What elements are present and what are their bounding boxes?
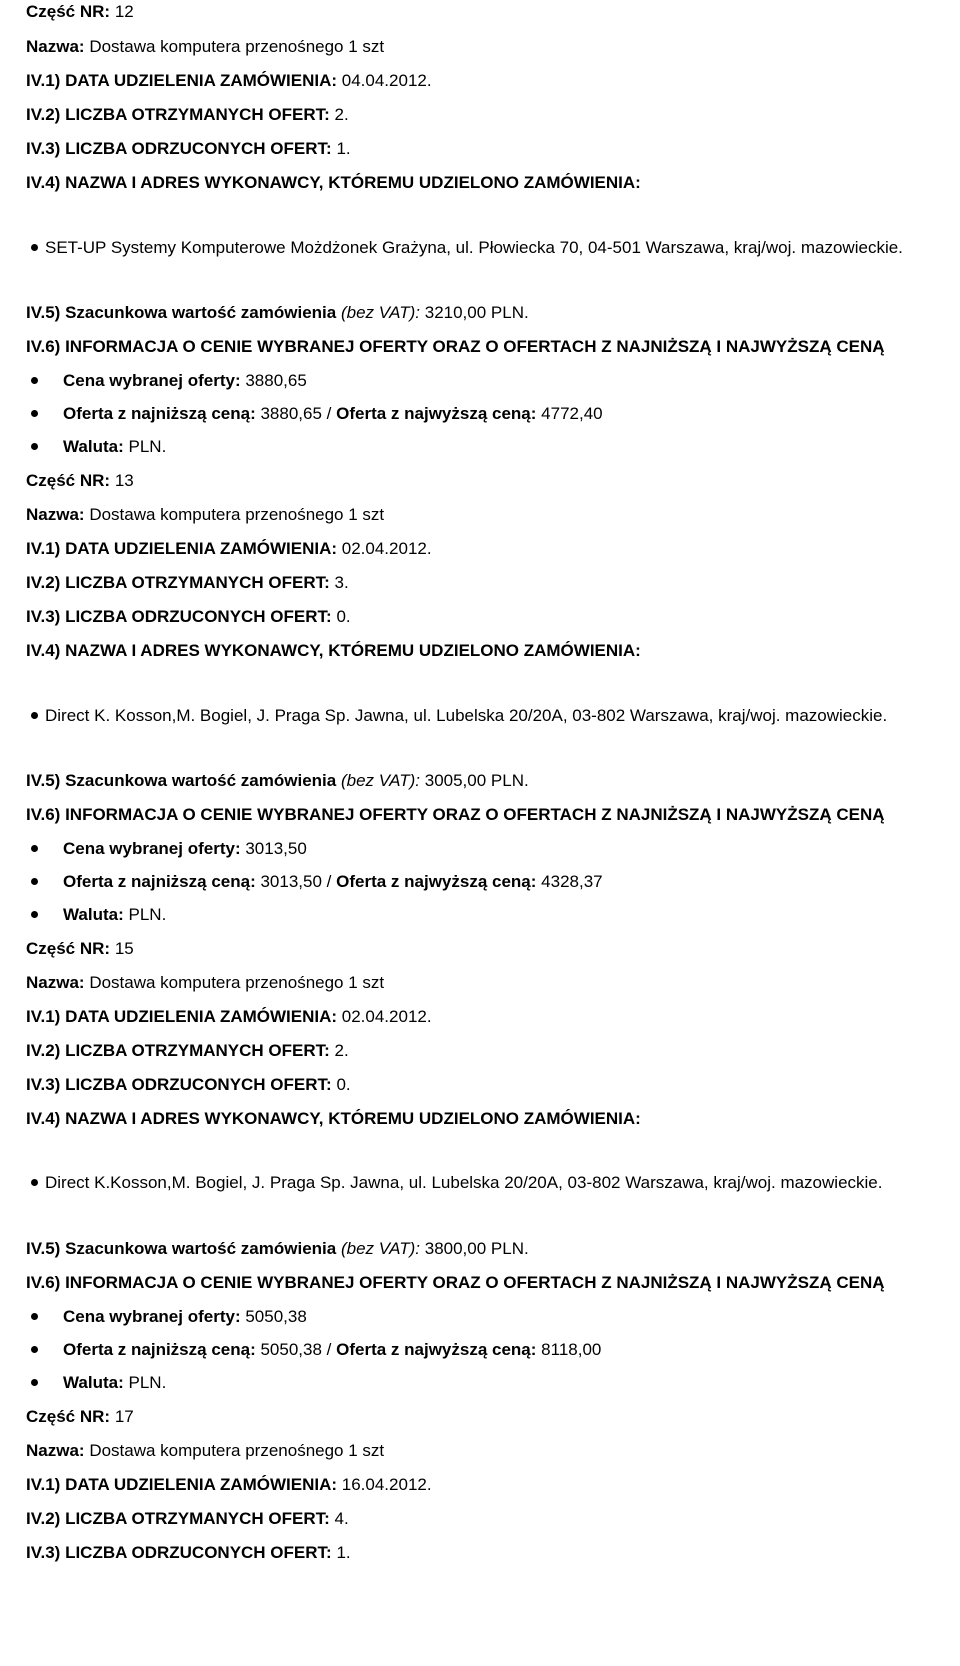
bullet-icon (31, 410, 38, 417)
contractor-text: Direct K.Kosson,M. Bogiel, J. Praga Sp. Jawna, ul. Lubelska 20/20A, 03-802 Warszawa, kraj/woj. mazowieckie. (45, 1173, 883, 1192)
currency-line: Waluta: PLN. (63, 437, 167, 456)
currency-line: Waluta: PLN. (63, 1373, 167, 1392)
bullet-icon (31, 443, 38, 450)
price-info-heading: IV.6) INFORMACJA O CENIE WYBRANEJ OFERTY ORAZ O OFERTACH Z NAJNIŻSZĄ I NAJWYŻSZĄ CENĄ (26, 805, 885, 824)
contractor-text: SET-UP Systemy Komputerowe Możdżonek Grażyna, ul. Płowiecka 70, 04-501 Warszawa, kraj/woj. mazowieckie. (45, 238, 903, 257)
estimated-value-line: IV.5) Szacunkowa wartość zamówienia (bez VAT): 3800,00 PLN. (26, 1239, 529, 1258)
offers-received-line: IV.2) LICZBA OTRZYMANYCH OFERT: 3. (26, 573, 349, 592)
bullet-icon (31, 244, 38, 251)
contractor-heading: IV.4) NAZWA I ADRES WYKONAWCY, KTÓREMU UDZIELONO ZAMÓWIENIA: (26, 641, 641, 660)
award-date-line: IV.1) DATA UDZIELENIA ZAMÓWIENIA: 02.04.2012. (26, 539, 432, 558)
estimated-value-line: IV.5) Szacunkowa wartość zamówienia (bez VAT): 3210,00 PLN. (26, 303, 529, 322)
contractor-text: Direct K. Kosson,M. Bogiel, J. Praga Sp. Jawna, ul. Lubelska 20/20A, 03-802 Warszawa, kraj/woj. mazowieckie. (45, 706, 888, 725)
price-info-heading: IV.6) INFORMACJA O CENIE WYBRANEJ OFERTY ORAZ O OFERTACH Z NAJNIŻSZĄ I NAJWYŻSZĄ CENĄ (26, 337, 885, 356)
selected-price-line: Cena wybranej oferty: 5050,38 (63, 1307, 307, 1326)
offers-received-line: IV.2) LICZBA OTRZYMANYCH OFERT: 4. (26, 1509, 349, 1528)
part-name-line: Nazwa: Dostawa komputera przenośnego 1 szt (26, 973, 385, 992)
award-date-line: IV.1) DATA UDZIELENIA ZAMÓWIENIA: 04.04.2012. (26, 71, 432, 90)
bullet-icon (31, 712, 38, 719)
offers-rejected-line: IV.3) LICZBA ODRZUCONYCH OFERT: 1. (26, 139, 351, 158)
selected-price-line: Cena wybranej oferty: 3013,50 (63, 839, 307, 858)
bullet-icon (31, 1313, 38, 1320)
offers-rejected-line: IV.3) LICZBA ODRZUCONYCH OFERT: 1. (26, 1543, 351, 1562)
part-number-line: Część NR: 15 (26, 939, 134, 958)
offers-received-line: IV.2) LICZBA OTRZYMANYCH OFERT: 2. (26, 105, 349, 124)
estimated-value-line: IV.5) Szacunkowa wartość zamówienia (bez VAT): 3005,00 PLN. (26, 771, 529, 790)
bullet-icon (31, 878, 38, 885)
part-number-line: Część NR: 13 (26, 471, 134, 490)
offers-rejected-line: IV.3) LICZBA ODRZUCONYCH OFERT: 0. (26, 1075, 351, 1094)
award-date-line: IV.1) DATA UDZIELENIA ZAMÓWIENIA: 16.04.2012. (26, 1475, 432, 1494)
selected-price-line: Cena wybranej oferty: 3880,65 (63, 371, 307, 390)
currency-line: Waluta: PLN. (63, 905, 167, 924)
bullet-icon (31, 845, 38, 852)
price-range-line: Oferta z najniższą ceną: 5050,38 / Oferta z najwyższą ceną: 8118,00 (63, 1340, 602, 1359)
award-date-line: IV.1) DATA UDZIELENIA ZAMÓWIENIA: 02.04.2012. (26, 1007, 432, 1026)
price-info-heading: IV.6) INFORMACJA O CENIE WYBRANEJ OFERTY ORAZ O OFERTACH Z NAJNIŻSZĄ I NAJWYŻSZĄ CENĄ (26, 1273, 885, 1292)
bullet-icon (31, 1346, 38, 1353)
contractor-heading: IV.4) NAZWA I ADRES WYKONAWCY, KTÓREMU UDZIELONO ZAMÓWIENIA: (26, 1109, 641, 1128)
contractor-heading: IV.4) NAZWA I ADRES WYKONAWCY, KTÓREMU UDZIELONO ZAMÓWIENIA: (26, 173, 641, 192)
part-number-line: Część NR: 12 (26, 2, 134, 21)
offers-rejected-line: IV.3) LICZBA ODRZUCONYCH OFERT: 0. (26, 607, 351, 626)
part-name-line: Nazwa: Dostawa komputera przenośnego 1 szt (26, 37, 385, 56)
bullet-icon (31, 1379, 38, 1386)
offers-received-line: IV.2) LICZBA OTRZYMANYCH OFERT: 2. (26, 1041, 349, 1060)
bullet-icon (31, 1179, 38, 1186)
price-range-line: Oferta z najniższą ceną: 3880,65 / Oferta z najwyższą ceną: 4772,40 (63, 404, 603, 423)
part-name-line: Nazwa: Dostawa komputera przenośnego 1 szt (26, 1441, 385, 1460)
bullet-icon (31, 377, 38, 384)
part-number-line: Część NR: 17 (26, 1407, 134, 1426)
price-range-line: Oferta z najniższą ceną: 3013,50 / Oferta z najwyższą ceną: 4328,37 (63, 872, 603, 891)
bullet-icon (31, 911, 38, 918)
part-name-line: Nazwa: Dostawa komputera przenośnego 1 szt (26, 505, 385, 524)
